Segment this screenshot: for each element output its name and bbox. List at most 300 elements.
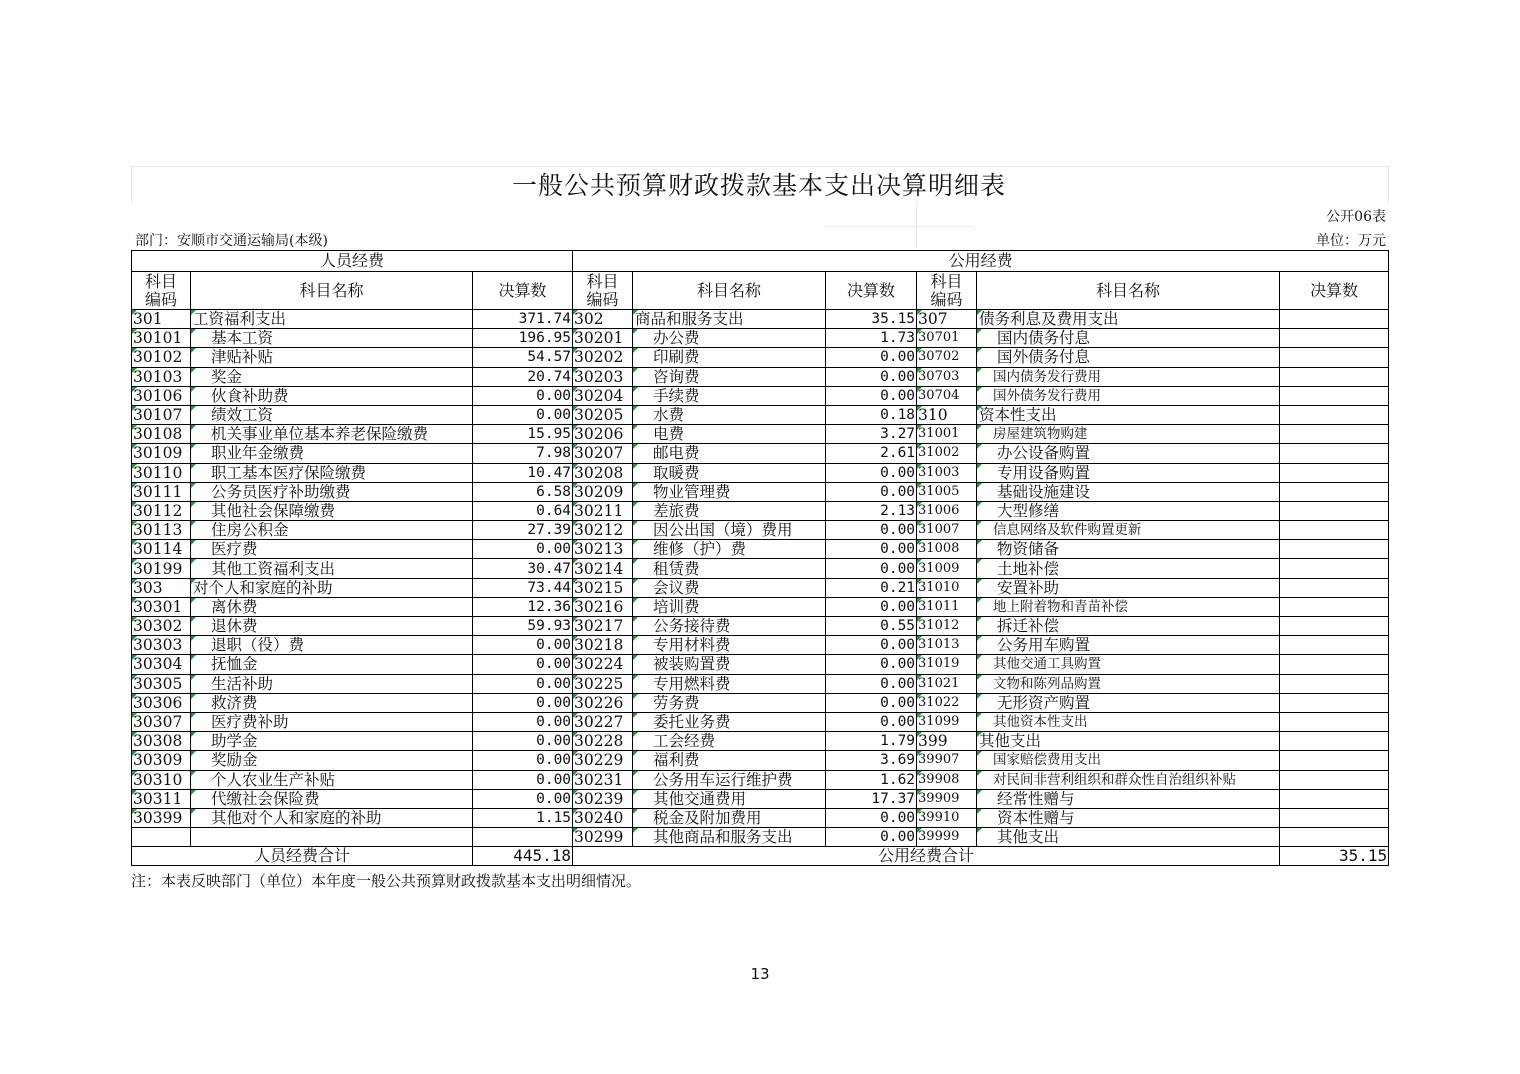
goods-services-name-cell: 专用材料费 <box>633 636 826 655</box>
goods-services-amount-cell: 0.00 <box>826 386 917 405</box>
personnel-code-cell: 30306 <box>132 693 191 712</box>
table-row <box>132 310 1389 329</box>
personnel-amount-cell: 0.00 <box>473 540 573 559</box>
column-header-row <box>132 272 1389 310</box>
goods-services-code-cell: 30299 <box>573 828 633 847</box>
goods-services-name-cell: 手续费 <box>633 386 826 405</box>
personnel-name-cell: 奖金 <box>191 367 473 386</box>
capital-other-name-cell: 安置补助 <box>977 578 1280 597</box>
table-row <box>132 482 1389 501</box>
goods-services-code-cell: 30207 <box>573 444 633 463</box>
goods-services-code-cell: 30206 <box>573 425 633 444</box>
personnel-name-cell: 离休费 <box>191 597 473 616</box>
capital-other-amount-cell <box>1280 770 1389 789</box>
goods-services-amount-cell: 0.21 <box>826 578 917 597</box>
goods-services-code-cell: 30214 <box>573 559 633 578</box>
goods-services-code-cell: 30227 <box>573 712 633 731</box>
goods-services-amount-cell: 0.00 <box>826 808 917 827</box>
capital-other-name-cell: 其他资本性支出 <box>977 712 1280 731</box>
goods-services-name-cell: 电费 <box>633 425 826 444</box>
table-row <box>132 597 1389 616</box>
personnel-code-cell: 30303 <box>132 636 191 655</box>
capital-other-name-cell: 国内债务发行费用 <box>977 367 1280 386</box>
capital-other-code-cell: 30701 <box>917 329 977 348</box>
name-header: 科目名称 <box>191 272 473 310</box>
table-row <box>132 674 1389 693</box>
personnel-amount-cell: 20.74 <box>473 367 573 386</box>
capital-other-name-cell: 其他交通工具购置 <box>977 655 1280 674</box>
capital-other-amount-cell <box>1280 597 1389 616</box>
goods-services-amount-cell: 0.55 <box>826 617 917 636</box>
capital-other-amount-cell <box>1280 540 1389 559</box>
goods-services-name-cell: 其他交通费用 <box>633 789 826 808</box>
goods-services-name-cell: 委托业务费 <box>633 712 826 731</box>
personnel-amount-cell: 0.00 <box>473 693 573 712</box>
code-header: 科目编码 <box>132 272 191 310</box>
capital-other-code-cell: 30702 <box>917 348 977 367</box>
faint-gridline <box>916 202 917 248</box>
personnel-name-cell: 其他工资福利支出 <box>191 559 473 578</box>
personnel-name-cell: 生活补助 <box>191 674 473 693</box>
capital-other-name-cell: 办公设备购置 <box>977 444 1280 463</box>
personnel-amount-cell: 196.95 <box>473 329 573 348</box>
public-total-amount: 35.15 <box>1280 847 1389 866</box>
capital-other-name-cell: 经常性赠与 <box>977 789 1280 808</box>
personnel-code-cell: 30309 <box>132 751 191 770</box>
goods-services-amount-cell: 35.15 <box>826 310 917 329</box>
faint-gridline <box>824 226 974 227</box>
personnel-amount-cell: 0.00 <box>473 732 573 751</box>
table-row <box>132 463 1389 482</box>
capital-other-name-cell: 其他支出 <box>977 732 1280 751</box>
capital-other-amount-cell <box>1280 617 1389 636</box>
capital-other-amount-cell <box>1280 808 1389 827</box>
totals-row <box>132 847 1389 866</box>
personnel-code-cell: 30308 <box>132 732 191 751</box>
capital-other-name-cell: 拆迁补偿 <box>977 617 1280 636</box>
goods-services-name-cell: 因公出国（境）费用 <box>633 521 826 540</box>
capital-other-amount-cell <box>1280 732 1389 751</box>
table-row <box>132 828 1389 847</box>
personnel-amount-cell: 30.47 <box>473 559 573 578</box>
capital-other-amount-cell <box>1280 789 1389 808</box>
capital-other-amount-cell <box>1280 559 1389 578</box>
personnel-amount-cell: 0.00 <box>473 405 573 424</box>
personnel-amount-cell: 0.00 <box>473 751 573 770</box>
goods-services-amount-cell: 0.18 <box>826 405 917 424</box>
capital-other-name-cell: 地上附着物和青苗补偿 <box>977 597 1280 616</box>
goods-services-code-cell: 30231 <box>573 770 633 789</box>
goods-services-amount-cell: 0.00 <box>826 559 917 578</box>
personnel-name-cell: 职业年金缴费 <box>191 444 473 463</box>
personnel-code-cell: 30110 <box>132 463 191 482</box>
personnel-name-cell: 住房公积金 <box>191 521 473 540</box>
personnel-code-cell: 30301 <box>132 597 191 616</box>
table-row <box>132 808 1389 827</box>
table-row <box>132 444 1389 463</box>
personnel-section-header: 人员经费 <box>132 251 573 272</box>
personnel-name-cell: 基本工资 <box>191 329 473 348</box>
goods-services-code-cell: 30213 <box>573 540 633 559</box>
capital-other-name-cell: 土地补偿 <box>977 559 1280 578</box>
capital-other-code-cell: 31005 <box>917 482 977 501</box>
capital-other-name-cell: 大型修缮 <box>977 501 1280 520</box>
personnel-name-cell: 伙食补助费 <box>191 386 473 405</box>
personnel-code-cell: 30113 <box>132 521 191 540</box>
capital-other-code-cell: 307 <box>917 310 977 329</box>
personnel-name-cell: 退休费 <box>191 617 473 636</box>
capital-other-code-cell: 39910 <box>917 808 977 827</box>
personnel-amount-cell: 0.00 <box>473 712 573 731</box>
capital-other-code-cell: 31008 <box>917 540 977 559</box>
capital-other-code-cell: 31009 <box>917 559 977 578</box>
capital-other-name-cell: 资本性支出 <box>977 405 1280 424</box>
table-row <box>132 405 1389 424</box>
personnel-name-cell: 退职（役）费 <box>191 636 473 655</box>
goods-services-amount-cell: 3.27 <box>826 425 917 444</box>
personnel-name-cell: 其他社会保障缴费 <box>191 501 473 520</box>
capital-other-code-cell: 399 <box>917 732 977 751</box>
table-row <box>132 425 1389 444</box>
goods-services-amount-cell: 1.79 <box>826 732 917 751</box>
personnel-code-cell <box>132 828 191 847</box>
table-row <box>132 367 1389 386</box>
table-row <box>132 559 1389 578</box>
goods-services-amount-cell: 0.00 <box>826 482 917 501</box>
goods-services-name-cell: 税金及附加费用 <box>633 808 826 827</box>
personnel-amount-cell: 0.00 <box>473 636 573 655</box>
name-header: 科目名称 <box>977 272 1280 310</box>
personnel-amount-cell: 12.36 <box>473 597 573 616</box>
capital-other-code-cell: 31019 <box>917 655 977 674</box>
personnel-code-cell: 30112 <box>132 501 191 520</box>
goods-services-amount-cell: 0.00 <box>826 712 917 731</box>
personnel-name-cell: 工资福利支出 <box>191 310 473 329</box>
goods-services-amount-cell: 1.62 <box>826 770 917 789</box>
amount-header: 决算数 <box>826 272 917 310</box>
capital-other-amount-cell <box>1280 712 1389 731</box>
goods-services-code-cell: 30218 <box>573 636 633 655</box>
personnel-code-cell: 301 <box>132 310 191 329</box>
section-header-row <box>132 251 1389 272</box>
personnel-name-cell: 职工基本医疗保险缴费 <box>191 463 473 482</box>
code-header: 科目编码 <box>917 272 977 310</box>
personnel-amount-cell: 1.15 <box>473 808 573 827</box>
public-section-header: 公用经费 <box>573 251 1389 272</box>
capital-other-code-cell: 31013 <box>917 636 977 655</box>
goods-services-code-cell: 30225 <box>573 674 633 693</box>
personnel-total-amount: 445.18 <box>473 847 573 866</box>
personnel-amount-cell: 15.95 <box>473 425 573 444</box>
capital-other-code-cell: 30704 <box>917 386 977 405</box>
department-label: 部门：安顺市交通运输局(本级) <box>135 233 328 249</box>
capital-other-amount-cell <box>1280 329 1389 348</box>
capital-other-name-cell: 债务利息及费用支出 <box>977 310 1280 329</box>
goods-services-amount-cell: 0.00 <box>826 693 917 712</box>
personnel-code-cell: 30109 <box>132 444 191 463</box>
capital-other-amount-cell <box>1280 367 1389 386</box>
goods-services-code-cell: 30211 <box>573 501 633 520</box>
goods-services-amount-cell: 0.00 <box>826 636 917 655</box>
goods-services-code-cell: 30212 <box>573 521 633 540</box>
personnel-amount-cell: 0.00 <box>473 789 573 808</box>
capital-other-amount-cell <box>1280 674 1389 693</box>
personnel-amount-cell: 371.74 <box>473 310 573 329</box>
table-row <box>132 501 1389 520</box>
goods-services-code-cell: 30217 <box>573 617 633 636</box>
personnel-code-cell: 303 <box>132 578 191 597</box>
personnel-code-cell: 30311 <box>132 789 191 808</box>
goods-services-name-cell: 印刷费 <box>633 348 826 367</box>
capital-other-amount-cell <box>1280 425 1389 444</box>
public-total-label: 公用经费合计 <box>573 847 1280 866</box>
amount-header: 决算数 <box>1280 272 1389 310</box>
personnel-amount-cell: 73.44 <box>473 578 573 597</box>
personnel-code-cell: 30106 <box>132 386 191 405</box>
personnel-name-cell: 机关事业单位基本养老保险缴费 <box>191 425 473 444</box>
capital-other-code-cell: 31012 <box>917 617 977 636</box>
goods-services-amount-cell: 0.00 <box>826 367 917 386</box>
goods-services-code-cell: 30224 <box>573 655 633 674</box>
goods-services-amount-cell: 0.00 <box>826 348 917 367</box>
personnel-name-cell: 医疗费 <box>191 540 473 559</box>
personnel-name-cell: 个人农业生产补贴 <box>191 770 473 789</box>
capital-other-code-cell: 31003 <box>917 463 977 482</box>
capital-other-name-cell: 信息网络及软件购置更新 <box>977 521 1280 540</box>
capital-other-name-cell: 国家赔偿费用支出 <box>977 751 1280 770</box>
personnel-code-cell: 30305 <box>132 674 191 693</box>
goods-services-code-cell: 30203 <box>573 367 633 386</box>
code-header: 科目编码 <box>573 272 633 310</box>
goods-services-code-cell: 30205 <box>573 405 633 424</box>
capital-other-amount-cell <box>1280 521 1389 540</box>
capital-other-name-cell: 公务用车购置 <box>977 636 1280 655</box>
table-row <box>132 770 1389 789</box>
capital-other-code-cell: 31099 <box>917 712 977 731</box>
capital-other-code-cell: 39999 <box>917 828 977 847</box>
personnel-amount-cell: 7.98 <box>473 444 573 463</box>
personnel-name-cell: 代缴社会保险费 <box>191 789 473 808</box>
capital-other-name-cell: 物资储备 <box>977 540 1280 559</box>
capital-other-name-cell: 无形资产购置 <box>977 693 1280 712</box>
personnel-code-cell: 30108 <box>132 425 191 444</box>
table-row <box>132 348 1389 367</box>
personnel-amount-cell: 59.93 <box>473 617 573 636</box>
capital-other-code-cell: 31022 <box>917 693 977 712</box>
personnel-total-label: 人员经费合计 <box>132 847 473 866</box>
capital-other-amount-cell <box>1280 386 1389 405</box>
goods-services-code-cell: 30239 <box>573 789 633 808</box>
personnel-amount-cell: 0.64 <box>473 501 573 520</box>
capital-other-amount-cell <box>1280 348 1389 367</box>
goods-services-name-cell: 租赁费 <box>633 559 826 578</box>
goods-services-name-cell: 差旅费 <box>633 501 826 520</box>
goods-services-name-cell: 公务用车运行维护费 <box>633 770 826 789</box>
personnel-amount-cell: 0.00 <box>473 770 573 789</box>
personnel-code-cell: 30399 <box>132 808 191 827</box>
goods-services-amount-cell: 17.37 <box>826 789 917 808</box>
report-title: 一般公共预算财政拨款基本支出决算明细表 <box>511 171 1006 200</box>
footnote: 注：本表反映部门（单位）本年度一般公共预算财政拨款基本支出明细情况。 <box>131 872 642 890</box>
personnel-name-cell: 公务员医疗补助缴费 <box>191 482 473 501</box>
amount-header: 决算数 <box>473 272 573 310</box>
goods-services-amount-cell: 0.00 <box>826 521 917 540</box>
expenditure-table <box>131 250 1389 866</box>
personnel-name-cell <box>191 828 473 847</box>
capital-other-amount-cell <box>1280 693 1389 712</box>
capital-other-name-cell: 国外债务付息 <box>977 348 1280 367</box>
personnel-name-cell: 津贴补贴 <box>191 348 473 367</box>
goods-services-amount-cell: 0.00 <box>826 655 917 674</box>
goods-services-amount-cell: 1.73 <box>826 329 917 348</box>
capital-other-name-cell: 其他支出 <box>977 828 1280 847</box>
goods-services-code-cell: 30228 <box>573 732 633 751</box>
personnel-amount-cell: 0.00 <box>473 674 573 693</box>
goods-services-name-cell: 工会经费 <box>633 732 826 751</box>
capital-other-code-cell: 31001 <box>917 425 977 444</box>
goods-services-name-cell: 物业管理费 <box>633 482 826 501</box>
goods-services-amount-cell: 2.61 <box>826 444 917 463</box>
table-row <box>132 386 1389 405</box>
table-row <box>132 789 1389 808</box>
personnel-name-cell: 抚恤金 <box>191 655 473 674</box>
personnel-name-cell: 救济费 <box>191 693 473 712</box>
capital-other-amount-cell <box>1280 578 1389 597</box>
capital-other-name-cell: 对民间非营利组织和群众性自治组织补贴 <box>977 770 1280 789</box>
capital-other-code-cell: 31011 <box>917 597 977 616</box>
table-row <box>132 712 1389 731</box>
capital-other-amount-cell <box>1280 828 1389 847</box>
goods-services-amount-cell: 3.69 <box>826 751 917 770</box>
personnel-code-cell: 30103 <box>132 367 191 386</box>
personnel-code-cell: 30304 <box>132 655 191 674</box>
goods-services-code-cell: 30202 <box>573 348 633 367</box>
capital-other-code-cell: 310 <box>917 405 977 424</box>
capital-other-amount-cell <box>1280 655 1389 674</box>
personnel-name-cell: 其他对个人和家庭的补助 <box>191 808 473 827</box>
personnel-code-cell: 30199 <box>132 559 191 578</box>
goods-services-code-cell: 30209 <box>573 482 633 501</box>
capital-other-name-cell: 房屋建筑物购建 <box>977 425 1280 444</box>
goods-services-name-cell: 维修（护）费 <box>633 540 826 559</box>
capital-other-amount-cell <box>1280 751 1389 770</box>
capital-other-amount-cell <box>1280 636 1389 655</box>
personnel-name-cell: 奖励金 <box>191 751 473 770</box>
goods-services-code-cell: 30240 <box>573 808 633 827</box>
personnel-code-cell: 30310 <box>132 770 191 789</box>
goods-services-name-cell: 会议费 <box>633 578 826 597</box>
goods-services-amount-cell: 0.00 <box>826 597 917 616</box>
table-row <box>132 521 1389 540</box>
personnel-amount-cell: 0.00 <box>473 655 573 674</box>
capital-other-name-cell: 资本性赠与 <box>977 808 1280 827</box>
personnel-amount-cell: 0.00 <box>473 386 573 405</box>
capital-other-code-cell: 39909 <box>917 789 977 808</box>
goods-services-amount-cell: 0.00 <box>826 828 917 847</box>
goods-services-name-cell: 其他商品和服务支出 <box>633 828 826 847</box>
name-header: 科目名称 <box>633 272 826 310</box>
table-row <box>132 636 1389 655</box>
goods-services-code-cell: 30226 <box>573 693 633 712</box>
goods-services-name-cell: 办公费 <box>633 329 826 348</box>
personnel-code-cell: 30302 <box>132 617 191 636</box>
capital-other-amount-cell <box>1280 405 1389 424</box>
capital-other-code-cell: 39908 <box>917 770 977 789</box>
table-row <box>132 540 1389 559</box>
goods-services-name-cell: 取暖费 <box>633 463 826 482</box>
table-row <box>132 329 1389 348</box>
capital-other-amount-cell <box>1280 310 1389 329</box>
capital-other-amount-cell <box>1280 501 1389 520</box>
goods-services-code-cell: 30229 <box>573 751 633 770</box>
table-row <box>132 655 1389 674</box>
personnel-code-cell: 30111 <box>132 482 191 501</box>
personnel-code-cell: 30102 <box>132 348 191 367</box>
goods-services-name-cell: 公务接待费 <box>633 617 826 636</box>
goods-services-amount-cell: 0.00 <box>826 674 917 693</box>
table-row <box>132 732 1389 751</box>
capital-other-name-cell: 国内债务付息 <box>977 329 1280 348</box>
personnel-amount-cell: 54.57 <box>473 348 573 367</box>
table-row <box>132 693 1389 712</box>
personnel-name-cell: 绩效工资 <box>191 405 473 424</box>
capital-other-amount-cell <box>1280 444 1389 463</box>
personnel-name-cell: 助学金 <box>191 732 473 751</box>
table-row <box>132 578 1389 597</box>
capital-other-name-cell: 专用设备购置 <box>977 463 1280 482</box>
capital-other-code-cell: 31010 <box>917 578 977 597</box>
goods-services-name-cell: 邮电费 <box>633 444 826 463</box>
page-number: 13 <box>750 965 770 983</box>
goods-services-code-cell: 30201 <box>573 329 633 348</box>
capital-other-name-cell: 文物和陈列品购置 <box>977 674 1280 693</box>
capital-other-amount-cell <box>1280 463 1389 482</box>
goods-services-name-cell: 水费 <box>633 405 826 424</box>
goods-services-code-cell: 30216 <box>573 597 633 616</box>
goods-services-code-cell: 30204 <box>573 386 633 405</box>
goods-services-amount-cell: 0.00 <box>826 540 917 559</box>
goods-services-name-cell: 被装购置费 <box>633 655 826 674</box>
personnel-amount-cell <box>473 828 573 847</box>
capital-other-amount-cell <box>1280 482 1389 501</box>
goods-services-amount-cell: 0.00 <box>826 463 917 482</box>
personnel-name-cell: 对个人和家庭的补助 <box>191 578 473 597</box>
goods-services-name-cell: 培训费 <box>633 597 826 616</box>
table-number: 公开06表 <box>1326 209 1386 225</box>
goods-services-amount-cell: 2.13 <box>826 501 917 520</box>
capital-other-name-cell: 基础设施建设 <box>977 482 1280 501</box>
personnel-amount-cell: 6.58 <box>473 482 573 501</box>
personnel-amount-cell: 10.47 <box>473 463 573 482</box>
personnel-name-cell: 医疗费补助 <box>191 712 473 731</box>
goods-services-name-cell: 劳务费 <box>633 693 826 712</box>
personnel-code-cell: 30101 <box>132 329 191 348</box>
capital-other-code-cell: 31021 <box>917 674 977 693</box>
table-row <box>132 751 1389 770</box>
goods-services-name-cell: 专用燃料费 <box>633 674 826 693</box>
personnel-code-cell: 30307 <box>132 712 191 731</box>
capital-other-name-cell: 国外债务发行费用 <box>977 386 1280 405</box>
goods-services-code-cell: 30208 <box>573 463 633 482</box>
goods-services-name-cell: 商品和服务支出 <box>633 310 826 329</box>
capital-other-code-cell: 31006 <box>917 501 977 520</box>
capital-other-code-cell: 31007 <box>917 521 977 540</box>
goods-services-code-cell: 30215 <box>573 578 633 597</box>
goods-services-code-cell: 302 <box>573 310 633 329</box>
personnel-amount-cell: 27.39 <box>473 521 573 540</box>
personnel-code-cell: 30107 <box>132 405 191 424</box>
goods-services-name-cell: 咨询费 <box>633 367 826 386</box>
